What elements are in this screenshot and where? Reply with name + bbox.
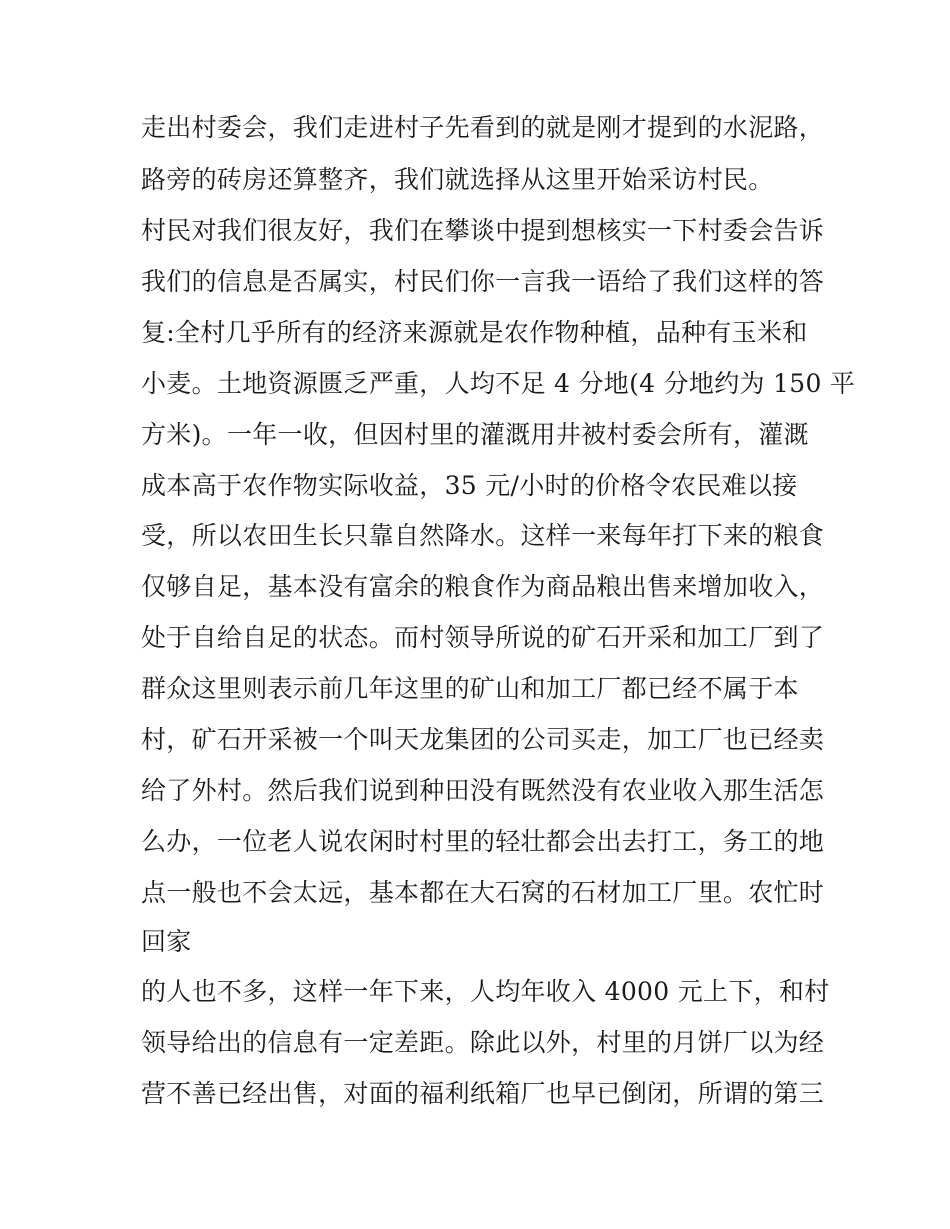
text-line: 村民对我们很友好，我们在攀谈中提到想核实一下村委会告诉 <box>141 216 825 245</box>
text-line: 村，矿石开采被一个叫天龙集团的公司买走，加工厂也已经卖 <box>141 725 825 754</box>
text-line: 小麦。土地资源匮乏严重，人均不足 4 分地(4 分地约为 150 平 <box>141 369 856 398</box>
text-line: 复:全村几乎所有的经济来源就是农作物种植，品种有玉米和 <box>141 318 808 347</box>
text-line: 点一般也不会太远，基本都在大石窝的石材加工厂里。农忙时 <box>141 878 825 907</box>
text-line: 的人也不多，这样一年下来，人均年收入 4000 元上下，和村 <box>141 977 830 1006</box>
text-line: 路旁的砖房还算整齐，我们就选择从这里开始采访村民。 <box>141 165 774 194</box>
text-line: 走出村委会，我们走进村子先看到的就是刚才提到的水泥路， <box>141 113 825 142</box>
text-line: 领导给出的信息有一定差距。除此以外，村里的月饼厂以为经 <box>141 1028 825 1057</box>
text-line: 受，所以农田生长只靠自然降水。这样一来每年打下来的粮食 <box>141 521 825 550</box>
text-line: 群众这里则表示前几年这里的矿山和加工厂都已经不属于本 <box>141 674 799 703</box>
text-line: 么办，一位老人说农闲时村里的轻壮都会出去打工，务工的地 <box>141 827 825 856</box>
text-line: 给了外村。然后我们说到种田没有既然没有农业收入那生活怎 <box>141 776 825 805</box>
text-line: 回家 <box>141 927 192 956</box>
text-line: 我们的信息是否属实，村民们你一言我一语给了我们这样的答 <box>141 267 825 296</box>
text-line: 方米)。一年一收，但因村里的灌溉用井被村委会所有，灌溉 <box>141 420 809 449</box>
text-line: 营不善已经出售，对面的福利纸箱厂也早已倒闭，所谓的第三 <box>141 1079 825 1108</box>
text-line: 处于自给自足的状态。而村领导所说的矿石开采和加工厂到了 <box>141 623 825 652</box>
text-line: 成本高于农作物实际收益，35 元/小时的价格令农民难以接 <box>141 471 798 500</box>
text-line: 仅够自足，基本没有富余的粮食作为商品粮出售来增加收入， <box>141 572 825 601</box>
